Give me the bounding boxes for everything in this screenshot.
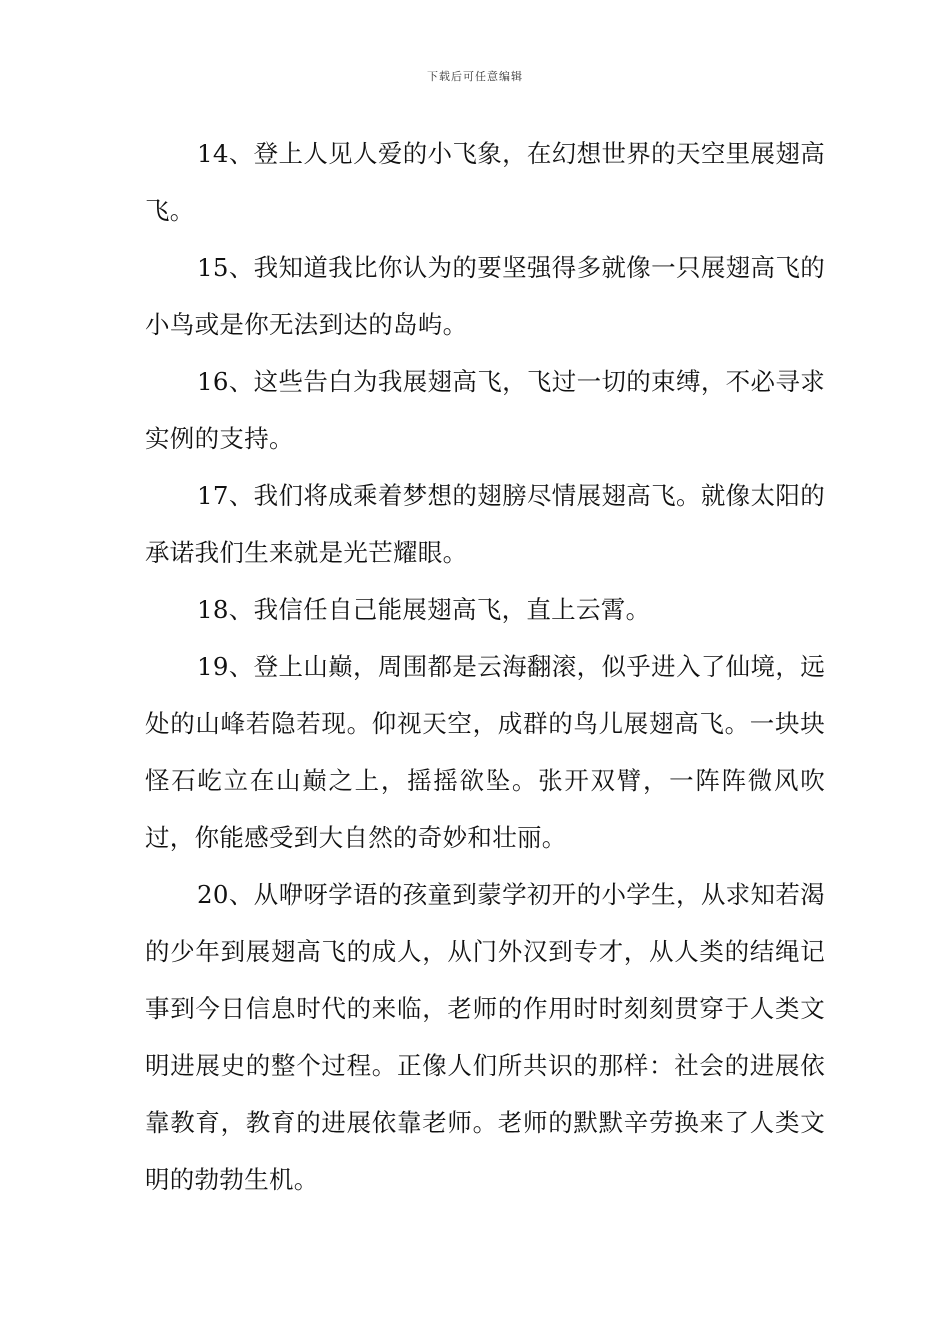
- paragraph-20: 20、从咿呀学语的孩童到蒙学初开的小学生，从求知若渴的少年到展翅高飞的成人，从门外汉到专才，从人类的结绳记事到今日信息时代的来临，老师的作用时时刻刻贯穿于人类文明进展史的整个过程。正像人们所共识的那样：社会的进展依靠教育，教育的进展依靠老师。老师的默默辛劳换来了人类文明的勃勃生机。: [145, 880, 825, 1194]
- paragraph-14: 14、登上人见人爱的小飞象，在幻想世界的天空里展翅高飞。: [145, 139, 825, 225]
- document-body: [145, 125, 825, 1208]
- paragraph-18: 18、我信任自己能展翅高飞，直上云霄。: [197, 595, 651, 624]
- paragraph-17: 17、我们将成乘着梦想的翅膀尽情展翅高飞。就像太阳的承诺我们生来就是光芒耀眼。: [145, 481, 825, 567]
- paragraph-15: 15、我知道我比你认为的要坚强得多就像一只展翅高飞的小鸟或是你无法到达的岛屿。: [145, 253, 825, 339]
- paragraph-19: 19、登上山巅，周围都是云海翻滚，似乎进入了仙境，远处的山峰若隐若现。仰视天空，成群的鸟儿展翅高飞。一块块怪石屹立在山巅之上，摇摇欲坠。张开双臂，一阵阵微风吹过，你能感受到大自然的奇妙和壮丽。: [145, 652, 825, 852]
- paragraph-16: 16、这些告白为我展翅高飞，飞过一切的束缚，不必寻求实例的支持。: [145, 367, 825, 453]
- page-header: 下载后可任意编辑: [427, 70, 523, 83]
